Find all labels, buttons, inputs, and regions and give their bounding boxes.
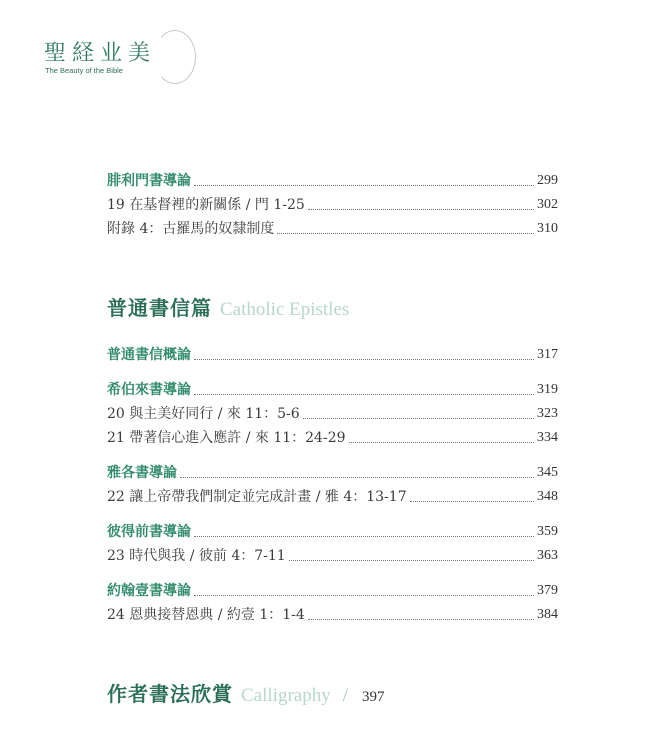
section-separator: / xyxy=(342,685,348,706)
toc-entry-hebrews-intro[interactable] xyxy=(107,377,558,399)
toc-entry-title: 19 在基督裡的新關係 / 門 1-25 xyxy=(107,197,305,213)
toc-entry-title: 雅各書導論 xyxy=(107,465,177,481)
dot-leader xyxy=(410,500,534,502)
toc-page-number: 379 xyxy=(537,583,558,598)
toc-entry-appendix-4[interactable] xyxy=(107,216,558,238)
toc-entry-general-epistles-intro[interactable] xyxy=(107,342,558,364)
toc-page-number: 348 xyxy=(537,489,558,504)
toc-page-number: 384 xyxy=(537,607,558,622)
section-title-chinese: 作者書法欣賞 xyxy=(107,682,233,706)
toc-page-number: 323 xyxy=(537,406,558,421)
toc-entry-title: 希伯來書導論 xyxy=(107,382,191,398)
toc-page-number: 359 xyxy=(537,524,558,539)
toc-entry-1peter-intro[interactable] xyxy=(107,519,558,541)
toc-entry-title: 腓利門書導論 xyxy=(107,173,191,189)
toc-entry-title: 彼得前書導論 xyxy=(107,524,191,540)
section-title-english: Calligraphy xyxy=(241,685,331,706)
section-page-number: 397 xyxy=(361,689,385,705)
toc-page-number: 334 xyxy=(537,430,558,445)
dot-leader xyxy=(194,184,534,186)
toc-entry-1john-intro[interactable] xyxy=(107,578,558,600)
toc-page-number: 345 xyxy=(537,465,558,480)
section-title-chinese: 普通書信篇 xyxy=(107,296,212,320)
logo-ring-decoration xyxy=(154,30,196,84)
dot-leader xyxy=(194,535,534,537)
dot-leader xyxy=(303,417,534,419)
toc-page-number: 310 xyxy=(537,221,558,236)
dot-leader xyxy=(180,476,534,478)
toc-entry-title: 21 帶著信心進入應許 / 來 11：24-29 xyxy=(107,430,346,446)
toc-page-number: 302 xyxy=(537,197,558,212)
toc-page-number: 319 xyxy=(537,382,558,397)
dot-leader xyxy=(308,208,534,210)
toc-entry-23[interactable] xyxy=(107,543,558,565)
toc-page-number: 317 xyxy=(537,347,558,362)
section-heading-catholic-epistles xyxy=(107,292,349,321)
toc-entry-title: 約翰壹書導論 xyxy=(107,583,191,599)
dot-leader xyxy=(277,232,534,234)
toc-entry-james-intro[interactable] xyxy=(107,460,558,482)
toc-entry-title: 23 時代與我 / 彼前 4：7-11 xyxy=(107,548,286,564)
dot-leader xyxy=(349,441,534,443)
logo-chinese-title: 聖経业美 xyxy=(44,41,157,66)
toc-entry-title: 24 恩典接替恩典 / 約壹 1：1-4 xyxy=(107,607,305,623)
toc-page-number: 363 xyxy=(537,548,558,563)
section-heading-calligraphy[interactable] xyxy=(107,678,384,707)
logo-english-subtitle: The Beauty of the Bible xyxy=(45,66,123,75)
toc-page-number: 299 xyxy=(537,173,558,188)
dot-leader xyxy=(194,393,534,395)
toc-entry-title: 普通書信概論 xyxy=(107,347,191,363)
toc-entry-philemon-intro[interactable] xyxy=(107,168,558,190)
toc-entry-19[interactable] xyxy=(107,192,558,214)
toc-entry-24[interactable] xyxy=(107,602,558,624)
section-title-english: Catholic Epistles xyxy=(220,299,350,320)
dot-leader xyxy=(308,618,534,620)
toc-entry-21[interactable] xyxy=(107,425,558,447)
toc-entry-title: 22 讓上帝帶我們制定並完成計畫 / 雅 4：13-17 xyxy=(107,489,407,505)
toc-entry-title: 20 與主美好同行 / 來 11：5-6 xyxy=(107,406,300,422)
book-logo xyxy=(36,28,196,88)
toc-entry-22[interactable] xyxy=(107,484,558,506)
toc-entry-title: 附錄 4：古羅馬的奴隸制度 xyxy=(107,221,275,237)
dot-leader xyxy=(289,559,534,561)
toc-entry-20[interactable] xyxy=(107,401,558,423)
dot-leader xyxy=(194,358,534,360)
dot-leader xyxy=(194,594,534,596)
